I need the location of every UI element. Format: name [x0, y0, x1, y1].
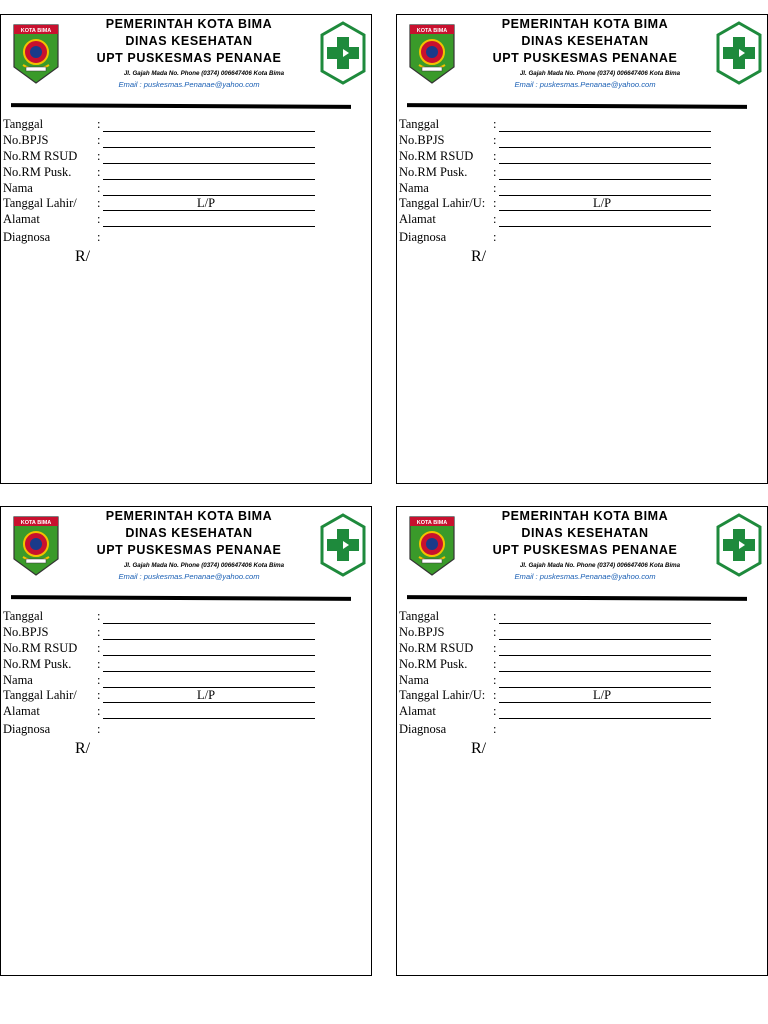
- field-alamat: [1, 211, 373, 227]
- label-nama: Nama: [399, 181, 429, 195]
- input-line-alamat[interactable]: [103, 718, 315, 719]
- label-tanggal: Tanggal: [399, 117, 440, 131]
- header-line-3: UPT PUSKESMAS PENANAE: [96, 543, 282, 557]
- colon: :: [97, 641, 101, 655]
- field-no-rm-rsud: [1, 640, 373, 656]
- colon: :: [493, 673, 497, 687]
- rx-symbol: R/: [471, 740, 487, 757]
- puskesmas-cross-icon: [715, 21, 763, 85]
- prescription-form: [396, 14, 768, 484]
- field-tanggal-lahir: [397, 195, 768, 211]
- field-tanggal-lahir: [1, 195, 373, 211]
- field-nama: [397, 180, 768, 196]
- colon: :: [97, 181, 101, 195]
- field-tanggal: [1, 116, 373, 132]
- header-address: Jl. Gajah Mada No. Phone (0374) 006647406 Kota Bima: [123, 70, 285, 77]
- field-tanggal: [397, 608, 768, 624]
- field-no-rm-pusk: [397, 656, 768, 672]
- colon: :: [97, 673, 101, 687]
- label-no-rm-rsud: No.RM RSUD: [399, 149, 474, 163]
- header-address: Jl. Gajah Mada No. Phone (0374) 006647406 Kota Bima: [519, 562, 681, 569]
- colon: :: [493, 688, 497, 702]
- rx-symbol: R/: [75, 248, 91, 265]
- colon: :: [493, 196, 497, 210]
- label-no-rm-pusk: No.RM Pusk.: [399, 165, 468, 179]
- colon: :: [493, 230, 497, 244]
- prescription-form: [396, 506, 768, 976]
- label-tanggal: Tanggal: [3, 609, 44, 623]
- logo-text: KOTA BIMA: [20, 520, 52, 526]
- form-header: [61, 15, 317, 90]
- label-alamat: Alamat: [3, 704, 40, 718]
- gender-lp: L/P: [593, 196, 612, 210]
- header-address: Jl. Gajah Mada No. Phone (0374) 006647406 Kota Bima: [519, 70, 681, 77]
- form-header: [61, 507, 317, 582]
- input-line-alamat[interactable]: [499, 718, 711, 719]
- rx-symbol: R/: [75, 740, 91, 757]
- header-line-1: PEMERINTAH KOTA BIMA: [105, 509, 273, 523]
- field-no-rm-pusk: [1, 656, 373, 672]
- logo-text: KOTA BIMA: [20, 28, 52, 34]
- logo-text: KOTA BIMA: [416, 28, 448, 34]
- label-nama: Nama: [399, 673, 429, 687]
- label-no-bpjs: No.BPJS: [399, 625, 445, 639]
- kota-bima-logo-icon: [408, 23, 456, 85]
- field-diagnosa: [1, 721, 373, 737]
- colon: :: [97, 165, 101, 179]
- header-divider: [407, 595, 747, 601]
- colon: :: [97, 117, 101, 131]
- puskesmas-cross-icon: [319, 513, 367, 577]
- label-no-rm-rsud: No.RM RSUD: [399, 641, 474, 655]
- colon: :: [493, 722, 497, 736]
- header-line-3: UPT PUSKESMAS PENANAE: [492, 543, 678, 557]
- colon: :: [493, 165, 497, 179]
- header-divider: [407, 103, 747, 109]
- header-line-1: PEMERINTAH KOTA BIMA: [501, 509, 669, 523]
- field-no-rm-rsud: [397, 148, 768, 164]
- colon: :: [97, 196, 101, 210]
- label-no-rm-rsud: No.RM RSUD: [3, 149, 78, 163]
- colon: :: [493, 625, 497, 639]
- colon: :: [97, 133, 101, 147]
- header-address: Jl. Gajah Mada No. Phone (0374) 006647406 Kota Bima: [123, 562, 285, 569]
- input-line-alamat[interactable]: [103, 226, 315, 227]
- label-tanggal-lahir: Tanggal Lahir/: [3, 196, 77, 210]
- colon: :: [97, 688, 101, 702]
- colon: :: [97, 149, 101, 163]
- label-no-rm-pusk: No.RM Pusk.: [3, 165, 72, 179]
- label-tanggal-lahir: Tanggal Lahir/U:: [399, 196, 486, 210]
- field-no-rm-rsud: [1, 148, 373, 164]
- colon: :: [493, 212, 497, 226]
- field-no-rm-pusk: [1, 164, 373, 180]
- header-email: Email : puskesmas.Penanae@yahoo.com: [118, 572, 260, 581]
- gender-lp: L/P: [593, 688, 612, 702]
- field-tanggal-lahir: [397, 687, 768, 703]
- field-no-bpjs: [397, 624, 768, 640]
- colon: :: [97, 704, 101, 718]
- label-alamat: Alamat: [399, 212, 436, 226]
- field-nama: [397, 672, 768, 688]
- field-no-bpjs: [397, 132, 768, 148]
- colon: :: [493, 133, 497, 147]
- label-no-rm-pusk: No.RM Pusk.: [399, 657, 468, 671]
- field-tanggal: [1, 608, 373, 624]
- form-header: [457, 15, 713, 90]
- label-diagnosa: Diagnosa: [399, 230, 447, 244]
- rx-symbol: R/: [471, 248, 487, 265]
- header-email: Email : puskesmas.Penanae@yahoo.com: [118, 80, 260, 89]
- field-no-rm-rsud: [397, 640, 768, 656]
- logo-text: KOTA BIMA: [416, 520, 448, 526]
- field-diagnosa: [397, 721, 768, 737]
- colon: :: [97, 625, 101, 639]
- label-tanggal-lahir: Tanggal Lahir/: [3, 688, 77, 702]
- field-alamat: [397, 703, 768, 719]
- field-nama: [1, 180, 373, 196]
- label-diagnosa: Diagnosa: [3, 230, 51, 244]
- label-tanggal-lahir: Tanggal Lahir/U:: [399, 688, 486, 702]
- field-tanggal: [397, 116, 768, 132]
- field-alamat: [1, 703, 373, 719]
- prescription-form: [0, 14, 372, 484]
- kota-bima-logo-icon: [12, 23, 60, 85]
- colon: :: [97, 657, 101, 671]
- header-line-2: DINAS KESEHATAN: [521, 34, 649, 48]
- field-alamat: [397, 211, 768, 227]
- label-alamat: Alamat: [3, 212, 40, 226]
- label-no-bpjs: No.BPJS: [399, 133, 445, 147]
- header-line-3: UPT PUSKESMAS PENANAE: [492, 51, 678, 65]
- colon: :: [97, 609, 101, 623]
- header-line-1: PEMERINTAH KOTA BIMA: [501, 17, 669, 31]
- label-nama: Nama: [3, 181, 33, 195]
- prescription-form: [0, 506, 372, 976]
- gender-lp: L/P: [197, 196, 216, 210]
- colon: :: [97, 722, 101, 736]
- colon: :: [493, 609, 497, 623]
- label-alamat: Alamat: [399, 704, 436, 718]
- puskesmas-cross-icon: [715, 513, 763, 577]
- label-tanggal: Tanggal: [3, 117, 44, 131]
- colon: :: [493, 149, 497, 163]
- header-divider: [11, 103, 351, 109]
- colon: :: [97, 230, 101, 244]
- field-tanggal-lahir: [1, 687, 373, 703]
- field-diagnosa: [1, 229, 373, 245]
- field-no-bpjs: [1, 132, 373, 148]
- header-divider: [11, 595, 351, 601]
- colon: :: [493, 657, 497, 671]
- header-line-1: PEMERINTAH KOTA BIMA: [105, 17, 273, 31]
- header-line-2: DINAS KESEHATAN: [125, 34, 253, 48]
- form-header: [457, 507, 713, 582]
- label-no-bpjs: No.BPJS: [3, 625, 49, 639]
- puskesmas-cross-icon: [319, 21, 367, 85]
- colon: :: [493, 117, 497, 131]
- label-no-rm-rsud: No.RM RSUD: [3, 641, 78, 655]
- field-no-rm-pusk: [397, 164, 768, 180]
- header-email: Email : puskesmas.Penanae@yahoo.com: [514, 572, 656, 581]
- label-tanggal: Tanggal: [399, 609, 440, 623]
- header-line-3: UPT PUSKESMAS PENANAE: [96, 51, 282, 65]
- field-nama: [1, 672, 373, 688]
- label-diagnosa: Diagnosa: [399, 722, 447, 736]
- field-no-bpjs: [1, 624, 373, 640]
- header-line-2: DINAS KESEHATAN: [125, 526, 253, 540]
- header-line-2: DINAS KESEHATAN: [521, 526, 649, 540]
- field-diagnosa: [397, 229, 768, 245]
- label-diagnosa: Diagnosa: [3, 722, 51, 736]
- kota-bima-logo-icon: [12, 515, 60, 577]
- colon: :: [493, 641, 497, 655]
- colon: :: [97, 212, 101, 226]
- kota-bima-logo-icon: [408, 515, 456, 577]
- header-email: Email : puskesmas.Penanae@yahoo.com: [514, 80, 656, 89]
- colon: :: [493, 704, 497, 718]
- label-no-rm-pusk: No.RM Pusk.: [3, 657, 72, 671]
- label-nama: Nama: [3, 673, 33, 687]
- gender-lp: L/P: [197, 688, 216, 702]
- input-line-alamat[interactable]: [499, 226, 711, 227]
- colon: :: [493, 181, 497, 195]
- label-no-bpjs: No.BPJS: [3, 133, 49, 147]
